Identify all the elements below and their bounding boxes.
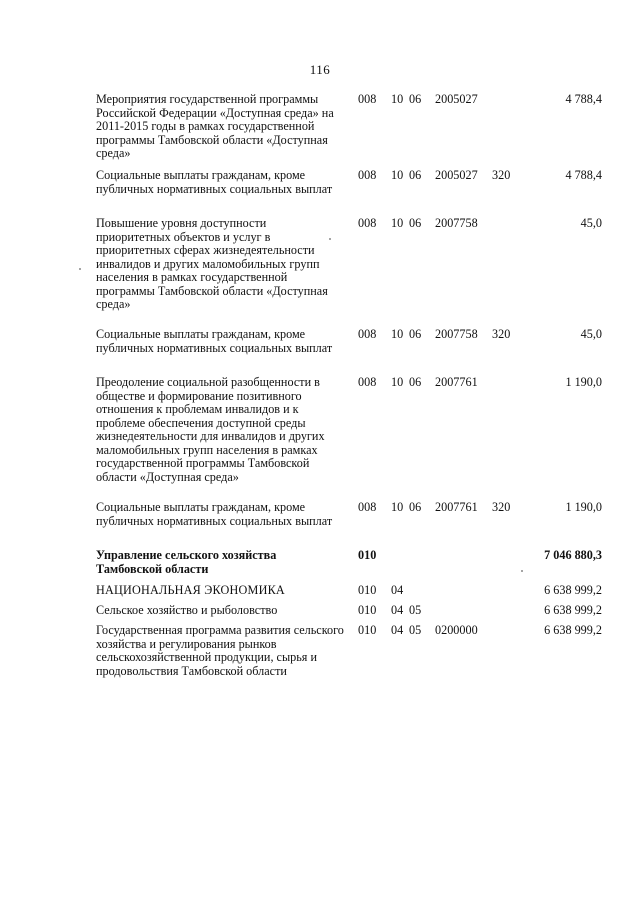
budget-table (96, 93, 602, 708)
scan-speck (521, 570, 523, 572)
row-name: Управление сельского хозяйства Тамбовской области (96, 548, 277, 576)
table-row (96, 328, 602, 376)
table-row (96, 169, 602, 217)
section-code: 04 (391, 603, 404, 617)
amount: 1 190,0 (565, 500, 602, 514)
article-code: 2005027 (435, 92, 478, 106)
amount: 45,0 (580, 216, 602, 230)
section-code: 10 (391, 216, 404, 230)
subsection-code: 06 (409, 375, 422, 389)
amount: 6 638 999,2 (544, 623, 602, 637)
ministry-code: 008 (358, 500, 377, 514)
table-row (96, 217, 602, 328)
ministry-code: 008 (358, 375, 377, 389)
row-name: Преодоление социальной разобщенности в обществе и формирование позитивного отношения к проблемам инвалидов и к проблеме обеспечения доступной среды жизнедеятельности для инвалидов и других маломобильных групп населения в рамках государственной программы Тамбовской области «Доступная среда» (96, 375, 325, 484)
amount: 6 638 999,2 (544, 603, 602, 617)
ministry-code: 008 (358, 327, 377, 341)
ministry-code: 010 (358, 583, 377, 597)
article-code: 2005027 (435, 168, 478, 182)
ministry-code: 008 (358, 92, 377, 106)
subsection-code: 06 (409, 500, 422, 514)
article-code: 2007761 (435, 500, 478, 514)
ministry-code: 010 (358, 603, 377, 617)
table-row-department (96, 549, 602, 584)
table-row (96, 501, 602, 549)
ministry-code: 008 (358, 168, 377, 182)
table-row (96, 376, 602, 501)
subsection-code: 05 (409, 623, 422, 637)
amount: 7 046 880,3 (544, 548, 602, 562)
page-number: 116 (309, 62, 331, 77)
section-code: 10 (391, 327, 404, 341)
article-code: 0200000 (435, 623, 478, 637)
scan-speck (79, 268, 81, 270)
row-name: Социальные выплаты гражданам, кроме публичных нормативных социальных выплат (96, 168, 333, 196)
table-row (96, 604, 602, 624)
expense-type-code: 320 (492, 327, 511, 341)
subsection-code: 06 (409, 92, 422, 106)
section-code: 04 (391, 583, 404, 597)
row-name: Социальные выплаты гражданам, кроме публичных нормативных социальных выплат (96, 327, 333, 355)
subsection-code: 06 (409, 327, 422, 341)
ministry-code: 008 (358, 216, 377, 230)
article-code: 2007758 (435, 216, 478, 230)
ministry-code: 010 (358, 623, 377, 637)
subsection-code: 06 (409, 168, 422, 182)
section-code: 10 (391, 375, 404, 389)
scan-speck (329, 238, 331, 240)
row-name: Социальные выплаты гражданам, кроме публичных нормативных социальных выплат (96, 500, 333, 528)
amount: 4 788,4 (565, 92, 602, 106)
expense-type-code: 320 (492, 500, 511, 514)
amount: 1 190,0 (565, 375, 602, 389)
subsection-code: 05 (409, 603, 422, 617)
row-name: Повышение уровня доступности приоритетных объектов и услуг в приоритетных сферах жизнедеятельности инвалидов и других маломобильных групп населения в рамках государственной программы Тамбовской области «Доступная среда» (96, 216, 328, 311)
table-row (96, 93, 602, 169)
amount: 45,0 (580, 327, 602, 341)
article-code: 2007758 (435, 327, 478, 341)
article-code: 2007761 (435, 375, 478, 389)
subsection-code: 06 (409, 216, 422, 230)
section-code: 04 (391, 623, 404, 637)
section-code: 10 (391, 168, 404, 182)
section-code: 10 (391, 92, 404, 106)
row-name: Сельское хозяйство и рыболовство (96, 603, 278, 617)
expense-type-code: 320 (492, 168, 511, 182)
table-row (96, 624, 602, 708)
ministry-code: 010 (358, 548, 377, 562)
table-row-section (96, 584, 602, 604)
amount: 6 638 999,2 (544, 583, 602, 597)
section-code: 10 (391, 500, 404, 514)
row-name: Мероприятия государственной программы Российской Федерации «Доступная среда» на 2011-2015 годы в рамках государственной программы Тамбовской области «Доступная среда» (96, 92, 334, 160)
row-name: НАЦИОНАЛЬНАЯ ЭКОНОМИКА (96, 583, 285, 597)
amount: 4 788,4 (565, 168, 602, 182)
row-name: Государственная программа развития сельского хозяйства и регулирования рынков сельскохозяйственной продукции, сырья и продовольствия Тамбовской области (96, 623, 344, 678)
